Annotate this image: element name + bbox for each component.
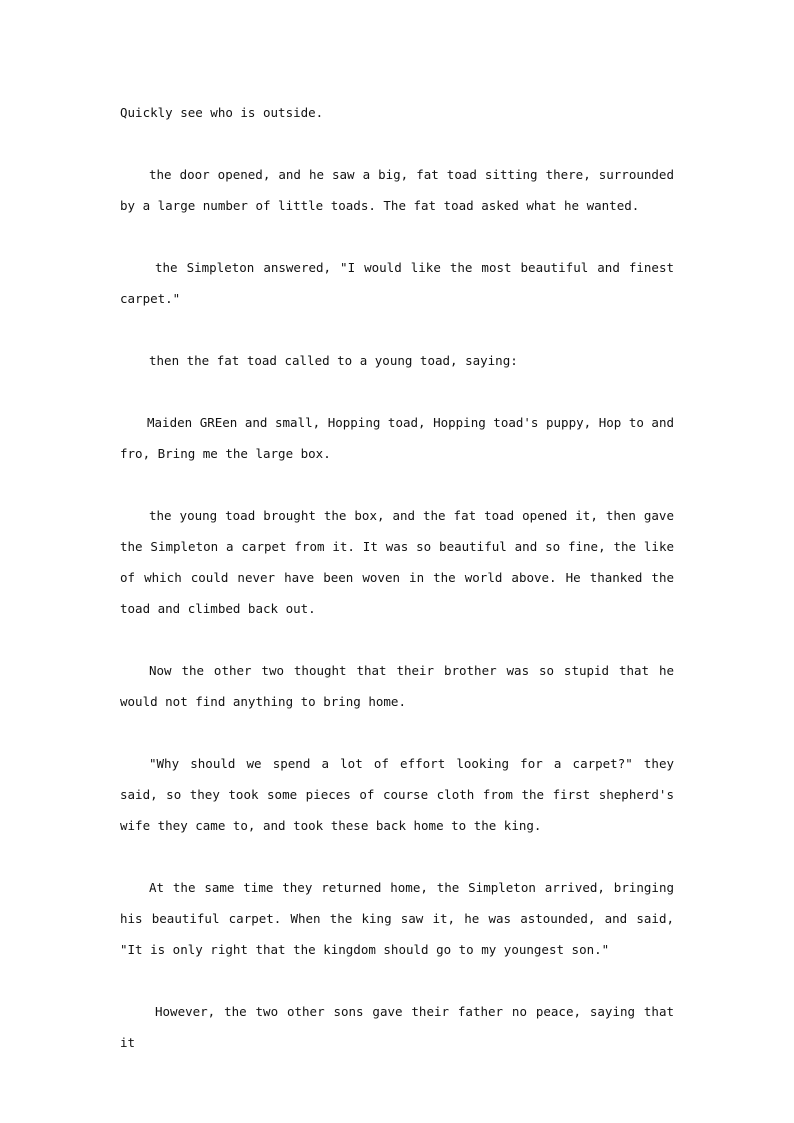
- paragraph-2: the door opened, and he saw a big, fat toad sitting there, surrounded by a large number of little toads. The fat toad asked what he wanted.: [120, 167, 674, 213]
- paragraph-3: the Simpleton answered, "I would like the most beautiful and finest carpet.": [120, 260, 674, 306]
- paragraph-5: Maiden GREen and small, Hopping toad, Hopping toad's puppy, Hop to and fro, Bring me the large box.: [120, 415, 674, 461]
- paragraph-1: Quickly see who is outside.: [120, 105, 324, 120]
- story-text: [120, 97, 674, 1089]
- paragraph-8: "Why should we spend a lot of effort looking for a carpet?" they said, so they took some pieces of course cloth from the first shepherd's wife they came to, and took these back home to the king.: [120, 756, 674, 833]
- paragraph-7: Now the other two thought that their brother was so stupid that he would not find anything to bring home.: [120, 663, 674, 709]
- paragraph-9: At the same time they returned home, the Simpleton arrived, bringing his beautiful carpet. When the king saw it, he was astounded, and said, "It is only right that the kingdom should go to my youngest son.": [120, 880, 674, 957]
- paragraph-4: then the fat toad called to a young toad, saying:: [149, 353, 518, 368]
- paragraph-6: the young toad brought the box, and the fat toad opened it, then gave the Simpleton a carpet from it. It was so beautiful and so fine, the like of which could never have been woven in the world above. He thanked the toad and climbed back out.: [120, 508, 674, 616]
- paragraph-10: However, the two other sons gave their father no peace, saying that it: [120, 1004, 674, 1050]
